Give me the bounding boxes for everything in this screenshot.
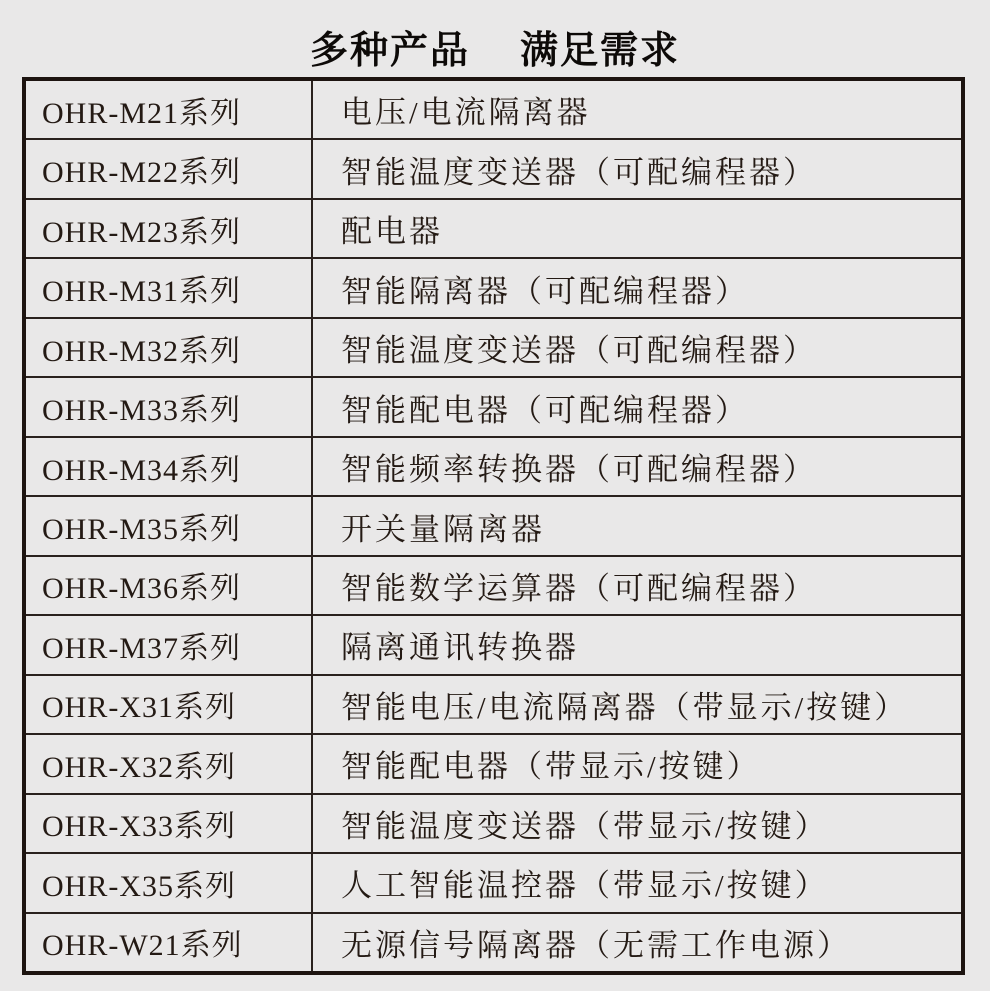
series-cell: OHR-X31系列: [26, 676, 313, 733]
description-cell: 智能隔离器（可配编程器）: [341, 273, 749, 309]
series-cell: OHR-M31系列: [26, 259, 313, 316]
table-row: [26, 555, 961, 614]
series-cell: OHR-M35系列: [26, 497, 313, 554]
description-cell: 开关量隔离器: [341, 511, 545, 547]
page-title-left: 多种产品: [309, 29, 470, 72]
description-cell: 无源信号隔离器（无需工作电源）: [341, 927, 851, 963]
page-title-right: 满足需求: [520, 29, 681, 72]
table-row: [26, 257, 961, 316]
description-cell: 智能配电器（带显示/按键）: [341, 749, 761, 785]
table-row: [26, 317, 961, 376]
series-cell: OHR-M37系列: [26, 616, 313, 673]
description-cell: 人工智能温控器（带显示/按键）: [341, 868, 829, 904]
series-cell: OHR-M34系列: [26, 438, 313, 495]
description-cell: 智能温度变送器（可配编程器）: [341, 333, 817, 369]
series-cell: OHR-W21系列: [26, 914, 313, 971]
series-cell: OHR-M21系列: [26, 81, 313, 138]
table-row: [26, 674, 961, 733]
description-cell: 智能温度变送器（可配编程器）: [341, 154, 817, 190]
description-cell: 配电器: [341, 214, 443, 250]
product-table: [22, 77, 965, 975]
table-row: [26, 198, 961, 257]
page-title: [0, 20, 990, 72]
table-row: [26, 793, 961, 852]
table-row: [26, 138, 961, 197]
table-row: [26, 81, 961, 138]
table-row: [26, 376, 961, 435]
table-row: [26, 912, 961, 971]
description-cell: 智能频率转换器（可配编程器）: [341, 452, 817, 488]
description-cell: 智能数学运算器（可配编程器）: [341, 570, 817, 606]
series-cell: OHR-X35系列: [26, 854, 313, 911]
series-cell: OHR-M36系列: [26, 557, 313, 614]
series-cell: OHR-M23系列: [26, 200, 313, 257]
series-cell: OHR-M32系列: [26, 319, 313, 376]
description-cell: 电压/电流隔离器: [341, 95, 591, 131]
table-row: [26, 852, 961, 911]
series-cell: OHR-M22系列: [26, 140, 313, 197]
series-cell: OHR-X32系列: [26, 735, 313, 792]
table-row: [26, 614, 961, 673]
table-row: [26, 733, 961, 792]
series-cell: OHR-M33系列: [26, 378, 313, 435]
series-cell: OHR-X33系列: [26, 795, 313, 852]
table-row: [26, 495, 961, 554]
description-cell: 隔离通讯转换器: [341, 630, 579, 666]
table-row: [26, 436, 961, 495]
description-cell: 智能温度变送器（带显示/按键）: [341, 808, 829, 844]
description-cell: 智能配电器（可配编程器）: [341, 392, 749, 428]
description-cell: 智能电压/电流隔离器（带显示/按键）: [341, 689, 909, 725]
